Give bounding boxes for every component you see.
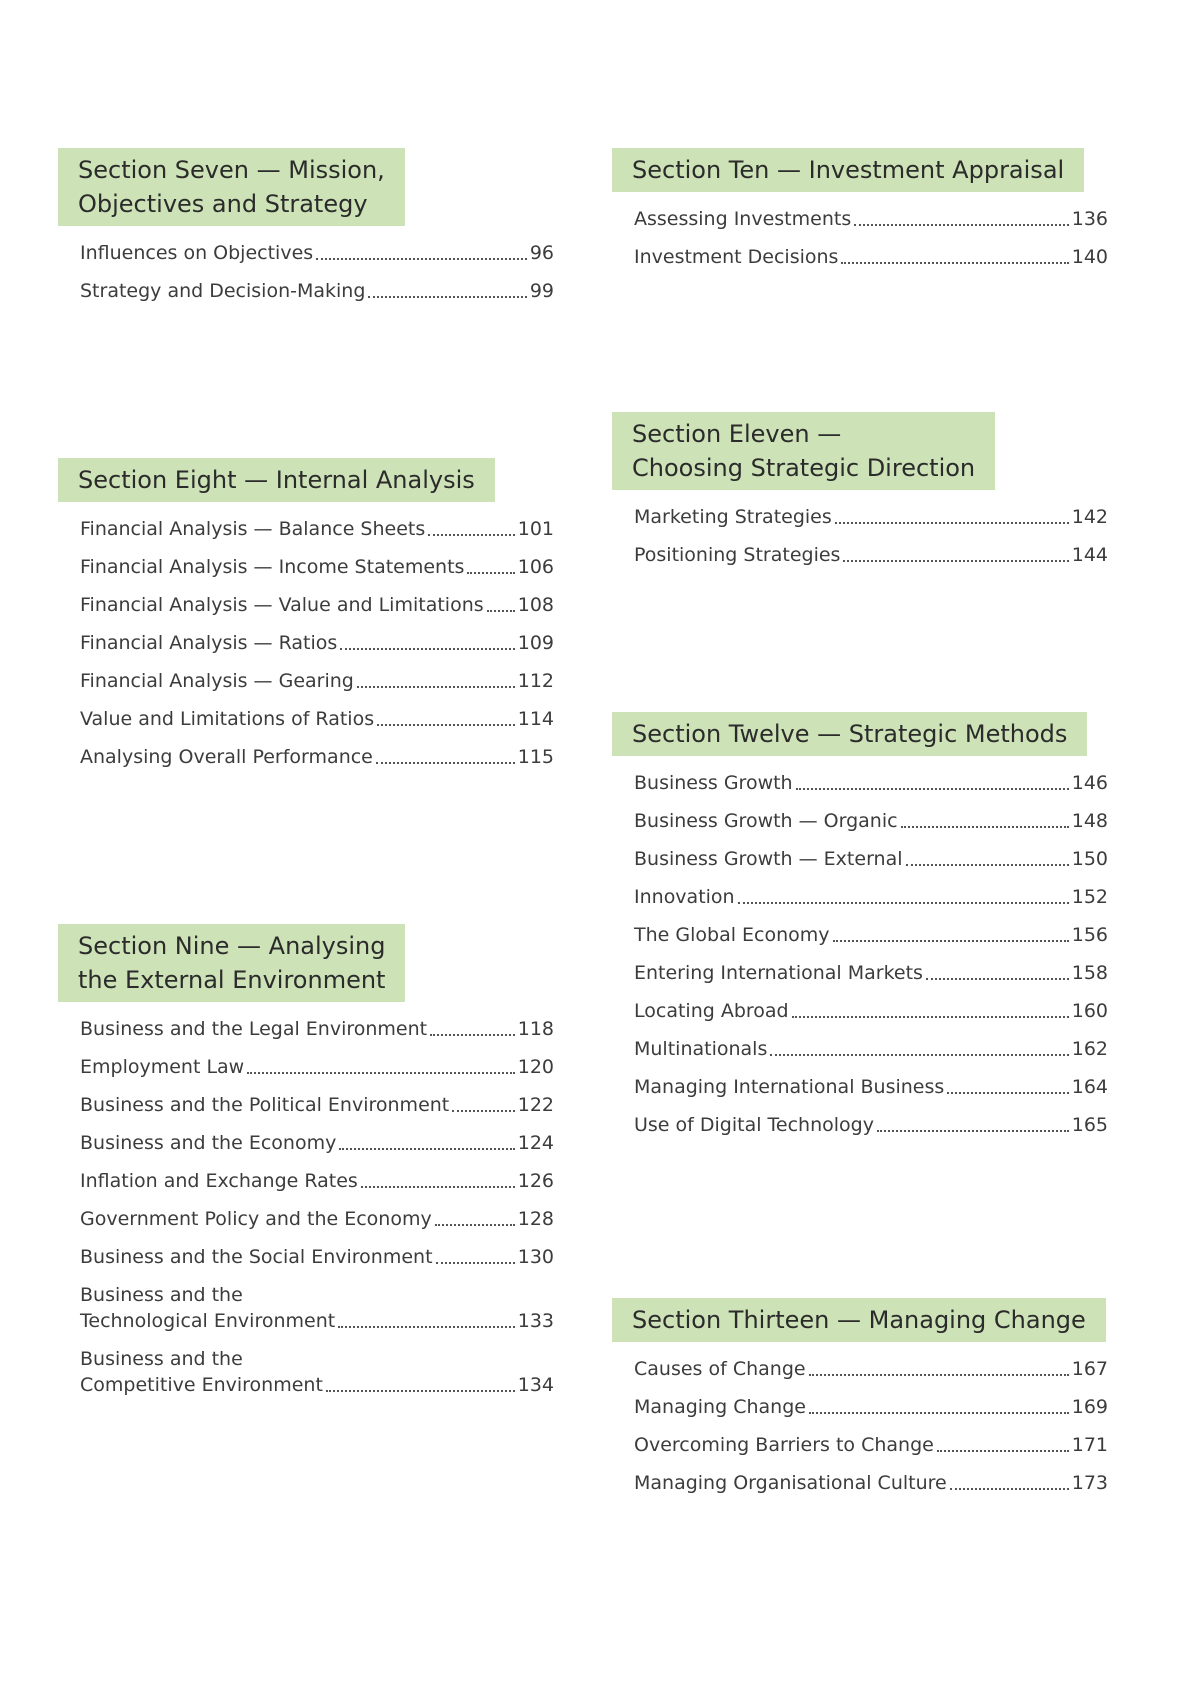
- section-header: Section Twelve — Strategic Methods: [612, 712, 1087, 756]
- entry-title: Business and the Economy: [80, 1132, 337, 1154]
- toc-entry[interactable]: [634, 1356, 1108, 1382]
- toc-entry[interactable]: [634, 884, 1108, 910]
- leader-dots: [833, 940, 1069, 942]
- toc-entry[interactable]: [634, 1074, 1108, 1100]
- leader-dots: [340, 648, 514, 650]
- toc-entry[interactable]: [80, 516, 554, 542]
- entry-title: Overcoming Barriers to Change: [634, 1434, 934, 1456]
- page-number: 124: [517, 1132, 554, 1154]
- entry-title: Innovation: [634, 886, 735, 908]
- page-number: 96: [529, 242, 554, 264]
- entry-title: Inflation and Exchange Rates: [80, 1170, 358, 1192]
- page-number: 134: [517, 1374, 554, 1396]
- entry-title: Managing International Business: [634, 1076, 945, 1098]
- toc-entry[interactable]: [80, 1130, 554, 1156]
- page-number: 133: [517, 1310, 554, 1332]
- page-number: 148: [1071, 810, 1108, 832]
- toc-entry[interactable]: [80, 1244, 554, 1270]
- page-number: 120: [517, 1056, 554, 1078]
- leader-dots: [339, 1148, 514, 1150]
- entry-title: Business and the Social Environment: [80, 1246, 433, 1268]
- section-eleven: [612, 412, 1108, 580]
- entry-title: Government Policy and the Economy: [80, 1208, 432, 1230]
- leader-dots: [926, 978, 1069, 980]
- toc-entry[interactable]: [634, 1036, 1108, 1062]
- page-number: 150: [1071, 848, 1108, 870]
- toc-entry[interactable]: [80, 1092, 554, 1118]
- entry-title: Business Growth: [634, 772, 793, 794]
- entry-title: Business and the Competitive Environment: [80, 1348, 323, 1396]
- leader-dots: [377, 724, 515, 726]
- entry-title: Multinationals: [634, 1038, 768, 1060]
- entry-title: Use of Digital Technology: [634, 1114, 874, 1136]
- entry-title: Business Growth — External: [634, 848, 903, 870]
- leader-dots: [947, 1092, 1068, 1094]
- toc-entry[interactable]: [634, 846, 1108, 872]
- entry-title: Business Growth — Organic: [634, 810, 898, 832]
- section-ten: [612, 148, 1108, 282]
- entry-title: Financial Analysis — Ratios: [80, 632, 338, 654]
- page-number: 171: [1071, 1434, 1108, 1456]
- toc-entry[interactable]: [634, 504, 1108, 530]
- entry-title: Causes of Change: [634, 1358, 806, 1380]
- toc-entry[interactable]: [634, 1112, 1108, 1138]
- page-number: 136: [1071, 208, 1108, 230]
- page-number: 162: [1071, 1038, 1108, 1060]
- leader-dots: [247, 1072, 515, 1074]
- toc-entry[interactable]: [80, 554, 554, 580]
- section-header: Section Eight — Internal Analysis: [58, 458, 495, 502]
- page-number: 99: [529, 280, 554, 302]
- toc-entry[interactable]: [634, 770, 1108, 796]
- page-number: 114: [517, 708, 554, 730]
- leader-dots: [368, 296, 526, 298]
- page-number: 128: [517, 1208, 554, 1230]
- page-number: 173: [1071, 1472, 1108, 1494]
- toc-entry[interactable]: [634, 808, 1108, 834]
- section-header: Section Nine — Analysing the External Environment: [58, 924, 405, 1002]
- leader-dots: [357, 686, 515, 688]
- toc-entry[interactable]: [634, 206, 1108, 232]
- entry-list: [612, 1356, 1108, 1496]
- entry-title: Analysing Overall Performance: [80, 746, 373, 768]
- leader-dots: [843, 560, 1068, 562]
- entry-title: Financial Analysis — Income Statements: [80, 556, 465, 578]
- entry-title: Financial Analysis — Balance Sheets: [80, 518, 426, 540]
- leader-dots: [770, 1054, 1068, 1056]
- leader-dots: [854, 224, 1069, 226]
- page-number: 158: [1071, 962, 1108, 984]
- page-number: 115: [517, 746, 554, 768]
- toc-entry[interactable]: [80, 706, 554, 732]
- toc-entry[interactable]: [80, 1168, 554, 1194]
- entry-title: Investment Decisions: [634, 246, 839, 268]
- toc-entry[interactable]: [80, 1346, 554, 1398]
- entry-title: Positioning Strategies: [634, 544, 841, 566]
- entry-list: [58, 516, 554, 770]
- toc-entry[interactable]: [634, 922, 1108, 948]
- toc-entry[interactable]: [634, 1394, 1108, 1420]
- toc-entry[interactable]: [80, 1206, 554, 1232]
- section-thirteen: [612, 1298, 1108, 1508]
- toc-entry[interactable]: [80, 240, 554, 266]
- page-number: 109: [517, 632, 554, 654]
- entry-title: Business and the Technological Environment: [80, 1284, 336, 1332]
- page-number: 122: [517, 1094, 554, 1116]
- page-number: 106: [517, 556, 554, 578]
- entry-list: [612, 206, 1108, 270]
- entry-title: Employment Law: [80, 1056, 245, 1078]
- leader-dots: [950, 1488, 1069, 1490]
- section-header: Section Thirteen — Managing Change: [612, 1298, 1106, 1342]
- toc-entry[interactable]: [80, 1016, 554, 1042]
- leader-dots: [467, 572, 514, 574]
- entry-title: The Global Economy: [634, 924, 830, 946]
- toc-entry[interactable]: [80, 278, 554, 304]
- leader-dots: [326, 1390, 515, 1392]
- leader-dots: [487, 610, 515, 612]
- page-number: 146: [1071, 772, 1108, 794]
- entry-list: [58, 240, 554, 304]
- toc-entry[interactable]: [80, 630, 554, 656]
- toc-entry[interactable]: [80, 744, 554, 770]
- section-header: Section Ten — Investment Appraisal: [612, 148, 1084, 192]
- leader-dots: [435, 1224, 515, 1226]
- leader-dots: [809, 1374, 1069, 1376]
- entry-list: [58, 1016, 554, 1398]
- entry-title: Assessing Investments: [634, 208, 852, 230]
- toc-entry[interactable]: [634, 998, 1108, 1024]
- section-eight: [58, 458, 554, 782]
- page-number: 126: [517, 1170, 554, 1192]
- toc-entry[interactable]: [80, 668, 554, 694]
- page-number: 165: [1071, 1114, 1108, 1136]
- leader-dots: [452, 1110, 514, 1112]
- leader-dots: [338, 1326, 515, 1328]
- entry-title: Value and Limitations of Ratios: [80, 708, 375, 730]
- page-number: 169: [1071, 1396, 1108, 1418]
- leader-dots: [841, 262, 1068, 264]
- leader-dots: [906, 864, 1069, 866]
- page-number: 142: [1071, 506, 1108, 528]
- page-number: 167: [1071, 1358, 1108, 1380]
- entry-title: Managing Change: [634, 1396, 806, 1418]
- section-seven: [58, 148, 554, 316]
- section-twelve: [612, 712, 1108, 1150]
- leader-dots: [901, 826, 1069, 828]
- toc-entry[interactable]: [634, 960, 1108, 986]
- leader-dots: [436, 1262, 515, 1264]
- leader-dots: [877, 1130, 1069, 1132]
- page-number: 108: [517, 594, 554, 616]
- entry-title: Entering International Markets: [634, 962, 923, 984]
- entry-title: Financial Analysis — Gearing: [80, 670, 354, 692]
- leader-dots: [796, 788, 1069, 790]
- toc-entry[interactable]: [634, 1470, 1108, 1496]
- leader-dots: [428, 534, 514, 536]
- leader-dots: [809, 1412, 1069, 1414]
- leader-dots: [738, 902, 1069, 904]
- toc-entry[interactable]: [80, 1282, 554, 1334]
- page-number: 160: [1071, 1000, 1108, 1022]
- entry-title: Strategy and Decision-Making: [80, 280, 366, 302]
- leader-dots: [937, 1450, 1069, 1452]
- page-number: 118: [517, 1018, 554, 1040]
- toc-entry[interactable]: [634, 244, 1108, 270]
- section-header: Section Eleven — Choosing Strategic Direction: [612, 412, 995, 490]
- leader-dots: [376, 762, 515, 764]
- entry-list: [612, 770, 1108, 1138]
- entry-title: Managing Organisational Culture: [634, 1472, 947, 1494]
- entry-list: [612, 504, 1108, 568]
- toc-entry[interactable]: [634, 542, 1108, 568]
- page-number: 152: [1071, 886, 1108, 908]
- leader-dots: [430, 1034, 515, 1036]
- page-number: 140: [1071, 246, 1108, 268]
- leader-dots: [835, 522, 1069, 524]
- page-number: 130: [517, 1246, 554, 1268]
- entry-title: Influences on Objectives: [80, 242, 314, 264]
- leader-dots: [792, 1016, 1069, 1018]
- entry-title: Financial Analysis — Value and Limitations: [80, 594, 484, 616]
- section-header: Section Seven — Mission, Objectives and Strategy: [58, 148, 405, 226]
- entry-title: Business and the Legal Environment: [80, 1018, 428, 1040]
- leader-dots: [316, 258, 527, 260]
- page-number: 156: [1071, 924, 1108, 946]
- page-number: 144: [1071, 544, 1108, 566]
- toc-entry[interactable]: [80, 592, 554, 618]
- page-number: 101: [517, 518, 554, 540]
- entry-title: Business and the Political Environment: [80, 1094, 450, 1116]
- page-number: 112: [517, 670, 554, 692]
- page-number: 164: [1071, 1076, 1108, 1098]
- toc-entry[interactable]: [80, 1054, 554, 1080]
- entry-title: Locating Abroad: [634, 1000, 789, 1022]
- leader-dots: [361, 1186, 515, 1188]
- entry-title: Marketing Strategies: [634, 506, 832, 528]
- section-nine: [58, 924, 554, 1410]
- toc-entry[interactable]: [634, 1432, 1108, 1458]
